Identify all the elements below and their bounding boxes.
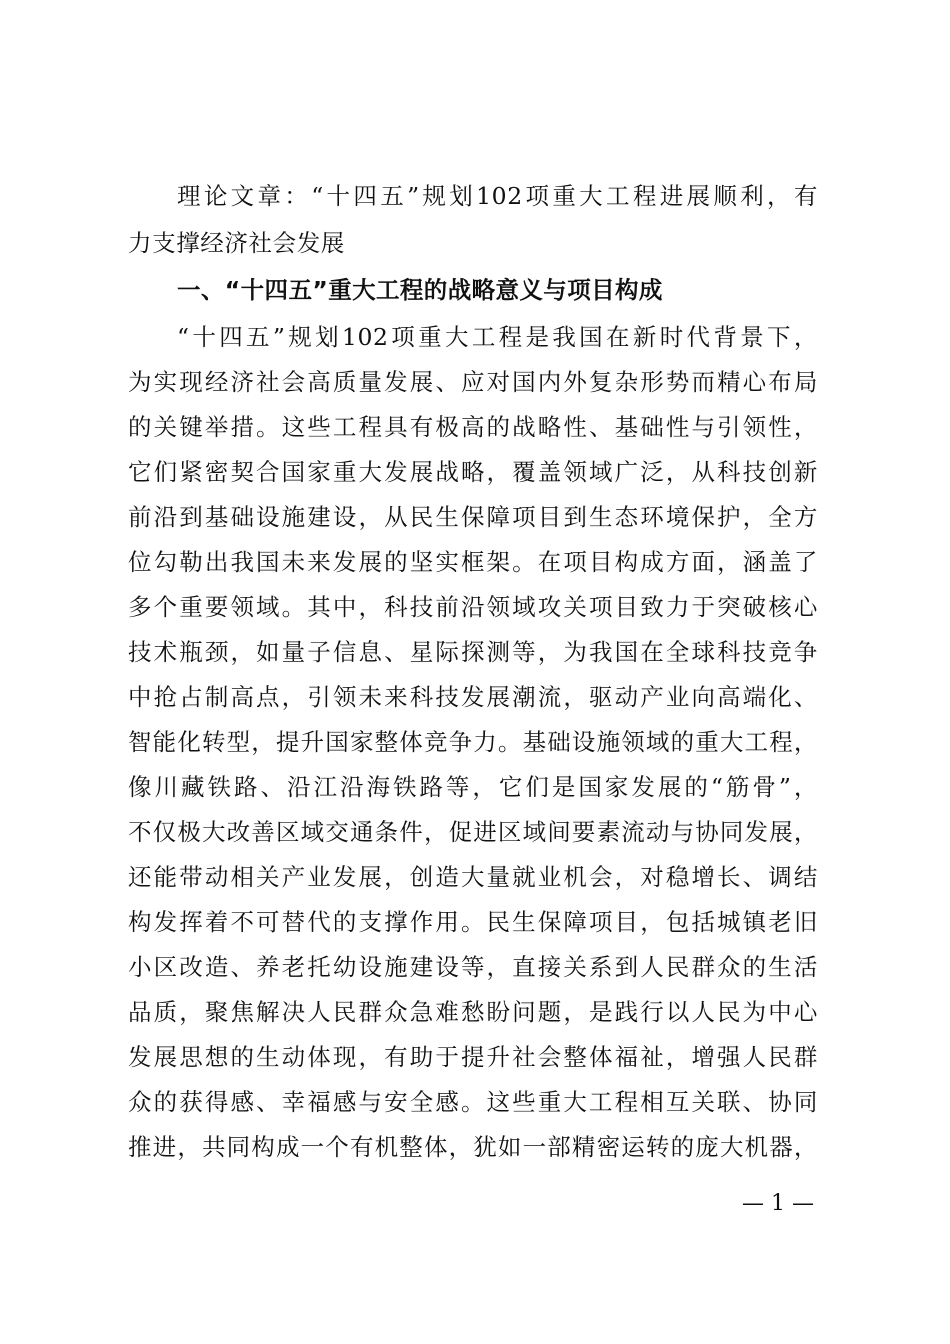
page-number: — 1 —	[742, 1191, 814, 1216]
article-title-line-1: 理论文章：“十四五”规划102项重大工程进展顺利，有	[177, 182, 818, 210]
body-line: 技术瓶颈，如量子信息、星际探测等，为我国在全球科技竞争	[128, 638, 818, 666]
body-line: 的关键举措。这些工程具有极高的战略性、基础性与引领性，	[128, 413, 818, 441]
body-line: 智能化转型，提升国家整体竞争力。基础设施领域的重大工程，	[128, 728, 818, 756]
body-line: 像川藏铁路、沿江沿海铁路等，它们是国家发展的“筋骨”，	[128, 773, 818, 801]
article-title-line-2: 力支撑经济社会发展	[128, 229, 345, 257]
body-line: 位勾勒出我国未来发展的坚实框架。在项目构成方面，涵盖了	[128, 548, 818, 576]
body-line: 还能带动相关产业发展，创造大量就业机会，对稳增长、调结	[128, 863, 818, 891]
body-line: 构发挥着不可替代的支撑作用。民生保障项目，包括城镇老旧	[128, 908, 818, 936]
section-heading: 一、“十四五”重大工程的战略意义与项目构成	[177, 276, 663, 304]
body-line: 它们紧密契合国家重大发展战略，覆盖领域广泛，从科技创新	[128, 458, 818, 486]
body-line: 多个重要领域。其中，科技前沿领域攻关项目致力于突破核心	[128, 593, 818, 621]
body-line: 中抢占制高点，引领未来科技发展潮流，驱动产业向高端化、	[128, 683, 818, 711]
body-line: 发展思想的生动体现，有助于提升社会整体福祉，增强人民群	[128, 1043, 818, 1071]
body-line: 品质，聚焦解决人民群众急难愁盼问题，是践行以人民为中心	[128, 998, 818, 1026]
body-line: 推进，共同构成一个有机整体，犹如一部精密运转的庞大机器，	[128, 1133, 818, 1161]
body-line: 不仅极大改善区域交通条件，促进区域间要素流动与协同发展，	[128, 818, 818, 846]
body-line: “十四五”规划102项重大工程是我国在新时代背景下，	[177, 323, 818, 351]
body-line: 众的获得感、幸福感与安全感。这些重大工程相互关联、协同	[128, 1088, 818, 1116]
body-line: 为实现经济社会高质量发展、应对国内外复杂形势而精心布局	[128, 368, 818, 396]
body-line: 前沿到基础设施建设，从民生保障项目到生态环境保护，全方	[128, 503, 818, 531]
body-line: 小区改造、养老托幼设施建设等，直接关系到人民群众的生活	[128, 953, 818, 981]
